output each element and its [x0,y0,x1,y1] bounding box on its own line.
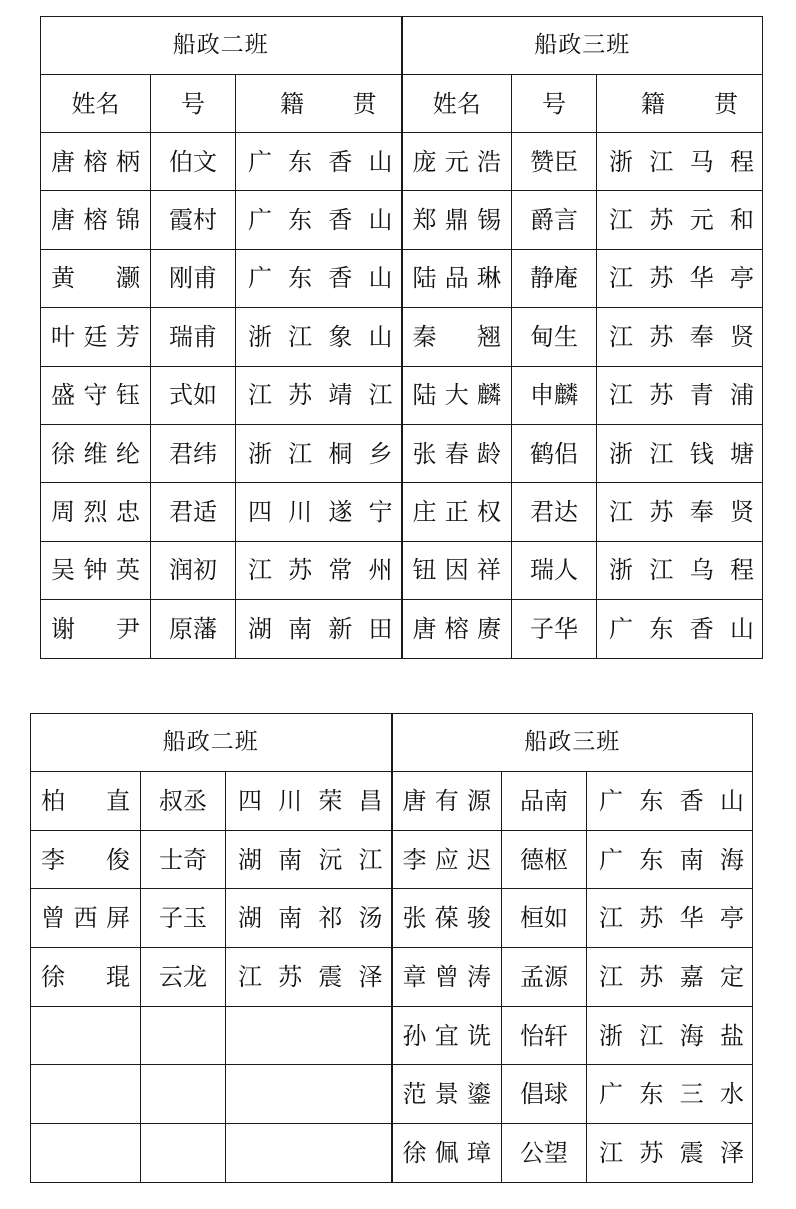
table-row [31,1124,753,1183]
courtesy-name: 云龙 [141,948,226,1007]
courtesy-name: 倡球 [502,1065,587,1124]
native-place: 浙江海盐 [587,1006,753,1065]
native-place: 湖南新田 [236,600,402,658]
native-place: 浙江象山 [236,308,402,366]
courtesy-name: 叔丞 [141,772,226,831]
table-row [41,249,763,307]
native-place: 江苏华亭 [587,889,753,948]
courtesy-name: 润初 [151,541,236,599]
student-name: 徐佩璋 [392,1124,502,1183]
native-place: 湖南沅江 [226,830,392,889]
table-row [41,483,763,541]
courtesy-name: 孟源 [502,948,587,1007]
student-name: 张春龄 [402,424,512,482]
native-place: 江苏震泽 [226,948,392,1007]
roster-table-2 [30,713,753,1183]
student-name: 柏直 [31,772,141,831]
class-title-left: 船政二班 [41,17,402,75]
table-row [41,366,763,424]
class-title-row [41,17,763,75]
table-row [41,600,763,658]
student-name: 郑鼎锡 [402,191,512,249]
student-name: 孙宜诜 [392,1006,502,1065]
class-title-right: 船政三班 [402,17,763,75]
table-row [41,133,763,191]
student-name: 钮因祥 [402,541,512,599]
courtesy-name: 刚甫 [151,249,236,307]
courtesy-name: 瑞人 [512,541,597,599]
table-row [41,308,763,366]
header-origin-left: 籍贯 [236,75,402,133]
native-place: 广东三水 [587,1065,753,1124]
courtesy-name: 士奇 [141,830,226,889]
class-title-right: 船政三班 [392,714,753,772]
courtesy-name: 子玉 [141,889,226,948]
courtesy-name: 申麟 [512,366,597,424]
native-place: 广东南海 [587,830,753,889]
native-place: 江苏元和 [597,191,763,249]
table-row [41,541,763,599]
courtesy-name: 甸生 [512,308,597,366]
header-name-right: 姓名 [402,75,512,133]
table-row [31,948,753,1007]
student-name: 周烈忠 [41,483,151,541]
native-place: 浙江乌程 [597,541,763,599]
empty-cell [226,1006,392,1065]
native-place: 四川荣昌 [226,772,392,831]
courtesy-name: 式如 [151,366,236,424]
native-place: 浙江马程 [597,133,763,191]
class-title-left: 船政二班 [31,714,392,772]
student-name: 谢尹 [41,600,151,658]
header-origin-right: 籍贯 [597,75,763,133]
native-place: 江苏嘉定 [587,948,753,1007]
student-name: 盛守钰 [41,366,151,424]
native-place: 广东香山 [236,133,402,191]
courtesy-name: 桓如 [502,889,587,948]
header-name-left: 姓名 [41,75,151,133]
courtesy-name: 怡轩 [502,1006,587,1065]
table-row [41,424,763,482]
native-place: 江苏青浦 [597,366,763,424]
native-place: 湖南祁汤 [226,889,392,948]
empty-cell [31,1124,141,1183]
courtesy-name: 静庵 [512,249,597,307]
courtesy-name: 瑞甫 [151,308,236,366]
native-place: 江苏奉贤 [597,483,763,541]
table-row [41,191,763,249]
student-name: 李俊 [31,830,141,889]
empty-cell [31,1006,141,1065]
native-place: 广东香山 [587,772,753,831]
column-header-row [41,75,763,133]
courtesy-name: 霞村 [151,191,236,249]
empty-cell [141,1006,226,1065]
class-title-row [31,714,753,772]
student-name: 章曾涛 [392,948,502,1007]
header-hao-left: 号 [151,75,236,133]
empty-cell [226,1124,392,1183]
table-row [31,1006,753,1065]
native-place: 江苏奉贤 [597,308,763,366]
student-name: 唐榕锦 [41,191,151,249]
student-name: 庞元浩 [402,133,512,191]
student-name: 徐维纶 [41,424,151,482]
native-place: 广东香山 [597,600,763,658]
courtesy-name: 子华 [512,600,597,658]
student-name: 叶廷芳 [41,308,151,366]
courtesy-name: 爵言 [512,191,597,249]
student-name: 陆大麟 [402,366,512,424]
native-place: 江苏华亭 [597,249,763,307]
student-name: 陆品琳 [402,249,512,307]
native-place: 浙江钱塘 [597,424,763,482]
student-name: 唐有源 [392,772,502,831]
empty-cell [141,1065,226,1124]
courtesy-name: 赞臣 [512,133,597,191]
empty-cell [141,1124,226,1183]
courtesy-name: 原藩 [151,600,236,658]
native-place: 四川遂宁 [236,483,402,541]
table-row [31,772,753,831]
student-name: 范景鎏 [392,1065,502,1124]
table-row [31,830,753,889]
native-place: 江苏常州 [236,541,402,599]
student-name: 庄正权 [402,483,512,541]
student-name: 唐榕柄 [41,133,151,191]
student-name: 张葆骏 [392,889,502,948]
roster-table-1 [40,16,763,659]
courtesy-name: 君达 [512,483,597,541]
native-place: 广东香山 [236,191,402,249]
empty-cell [226,1065,392,1124]
courtesy-name: 品南 [502,772,587,831]
student-name: 李应迟 [392,830,502,889]
student-name: 秦翘 [402,308,512,366]
native-place: 江苏震泽 [587,1124,753,1183]
empty-cell [31,1065,141,1124]
table-row [31,1065,753,1124]
courtesy-name: 德枢 [502,830,587,889]
courtesy-name: 君适 [151,483,236,541]
courtesy-name: 鹤侣 [512,424,597,482]
courtesy-name: 君纬 [151,424,236,482]
courtesy-name: 公望 [502,1124,587,1183]
table-row [31,889,753,948]
student-name: 唐榕赓 [402,600,512,658]
native-place: 浙江桐乡 [236,424,402,482]
native-place: 江苏靖江 [236,366,402,424]
native-place: 广东香山 [236,249,402,307]
courtesy-name: 伯文 [151,133,236,191]
student-name: 吴钟英 [41,541,151,599]
student-name: 黄灏 [41,249,151,307]
student-name: 曾西屏 [31,889,141,948]
header-hao-right: 号 [512,75,597,133]
student-name: 徐琨 [31,948,141,1007]
